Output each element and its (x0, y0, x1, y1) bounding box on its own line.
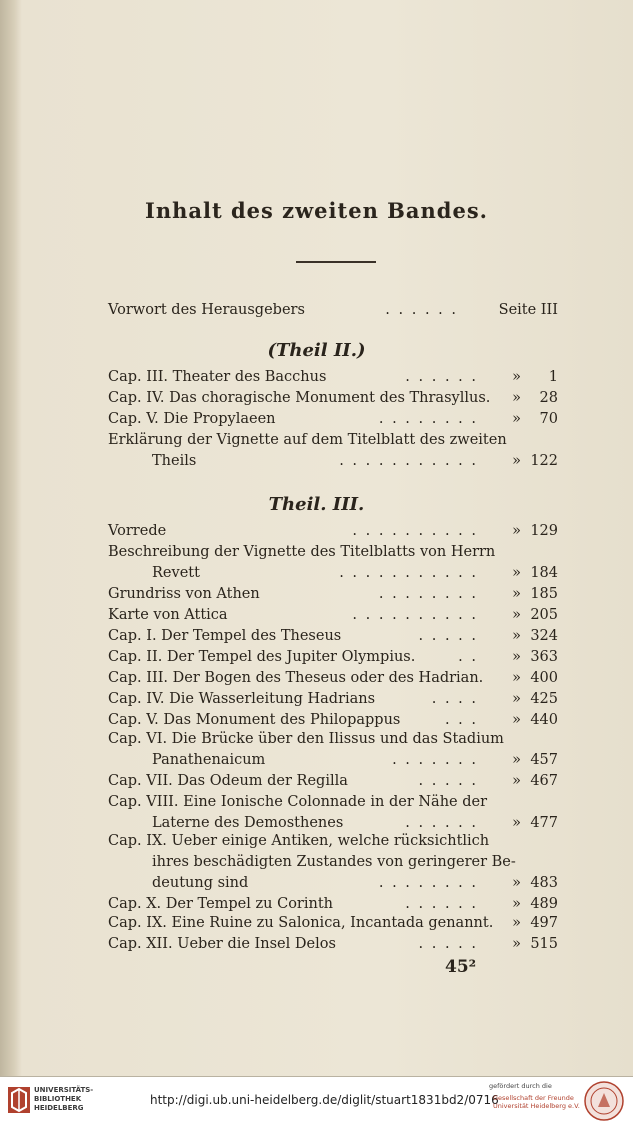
toc-label: Grundriss von Athen (108, 586, 260, 602)
title-rule (296, 261, 376, 263)
toc-ditto-mark: » (512, 691, 521, 707)
toc-page: 363 (530, 649, 558, 665)
page-spine-shadow (0, 0, 22, 1076)
toc-ditto-mark: » (512, 896, 521, 912)
toc-label: Cap. X. Der Tempel zu Corinth (108, 896, 333, 912)
toc-label: Theils (152, 453, 197, 469)
toc-entry (108, 667, 558, 689)
toc-ditto-mark: » (512, 936, 521, 952)
toc-entry (108, 688, 558, 710)
toc-label: Cap. IV. Die Wasserleitung Hadrians (108, 691, 376, 707)
toc-page: 515 (530, 936, 558, 952)
toc-ditto-mark: » (512, 815, 521, 831)
toc-dots: . . . . . . . . . . . (339, 453, 478, 469)
toc-ditto-mark: » (512, 712, 521, 728)
toc-entry (108, 912, 558, 934)
toc-dots: . . . . . (418, 773, 478, 789)
toc-page: 185 (530, 586, 558, 602)
toc-label: Cap. II. Der Tempel des Jupiter Olympius. (108, 649, 416, 665)
toc-ditto-mark: » (512, 453, 521, 469)
toc-page: 440 (530, 712, 558, 728)
toc-line: Cap. VI. Die Brücke über den Ilissus und das Stadium (108, 731, 504, 747)
university-seal-icon (584, 1081, 624, 1121)
toc-entry (108, 562, 558, 584)
toc-entry (108, 520, 558, 542)
toc-label: Cap. V. Die Propylaeen (108, 411, 276, 427)
toc-label: Panathenaicum (152, 752, 266, 768)
page-title: Inhalt des zweiten Bandes. (145, 198, 488, 223)
toc-entry (108, 387, 558, 409)
funder-name: Gesellschaft der Freunde Universität Heidelberg e.V. (493, 1094, 580, 1110)
toc-page: 457 (530, 752, 558, 768)
toc-entry (108, 583, 558, 605)
funded-by-label: gefördert durch die (489, 1082, 552, 1090)
toc-dots: . . . . . . . . . . (352, 523, 478, 539)
toc-page: 324 (530, 628, 558, 644)
toc-entry-preface (108, 299, 558, 321)
toc-ditto-mark: » (512, 752, 521, 768)
toc-ditto-mark: » (512, 607, 521, 623)
toc-entry (108, 872, 558, 894)
toc-ditto-mark: » (512, 875, 521, 891)
toc-dots: . . . . . . . . . . . (339, 565, 478, 581)
toc-page: 477 (530, 815, 558, 831)
toc-ditto-mark: » (512, 915, 521, 931)
toc-page: 497 (530, 915, 558, 931)
library-logo-icon (8, 1085, 30, 1115)
toc-dots: . . . . . . . . (378, 411, 478, 427)
toc-dots: . . . . (431, 691, 478, 707)
toc-label: Vorwort des Herausgebers (108, 302, 305, 318)
toc-label: Laterne des Demosthenes (152, 815, 344, 831)
toc-page: 70 (539, 411, 558, 427)
toc-label: Cap. VII. Das Odeum der Regilla (108, 773, 348, 789)
toc-label: Cap. III. Der Bogen des Theseus oder des Hadrian. (108, 670, 484, 686)
toc-line: Erklärung der Vignette auf dem Titelblatt des zweiten (108, 432, 507, 448)
toc-line: Beschreibung der Vignette des Titelblatts von Herrn (108, 544, 496, 560)
toc-entry (108, 625, 558, 647)
toc-page: 483 (530, 875, 558, 891)
toc-page: 467 (530, 773, 558, 789)
toc-label: Cap. I. Der Tempel des Theseus (108, 628, 342, 644)
toc-label: Cap. V. Das Monument des Philopappus (108, 712, 401, 728)
toc-dots: . . . . . . . (392, 752, 478, 768)
toc-dots: . . . . . . (405, 369, 478, 385)
toc-dots: . . . . . . . . (378, 875, 478, 891)
toc-label: Cap. III. Theater des Bacchus (108, 369, 327, 385)
toc-ditto-mark: » (512, 773, 521, 789)
toc-ditto-mark: » (512, 411, 521, 427)
toc-page: 400 (530, 670, 558, 686)
toc-ditto-mark: » (512, 523, 521, 539)
toc-page: 205 (530, 607, 558, 623)
toc-dots: . . . . . (418, 628, 478, 644)
toc-entry (108, 366, 558, 388)
toc-dots: . . . . . . . . . . (352, 607, 478, 623)
toc-label: Cap. XII. Ueber die Insel Delos (108, 936, 336, 952)
toc-page: Seite III (498, 302, 558, 318)
toc-label: Vorrede (108, 523, 167, 539)
toc-entry (108, 450, 558, 472)
toc-ditto-mark: » (512, 670, 521, 686)
toc-entry (108, 749, 558, 771)
signature-mark: 45² (445, 957, 477, 977)
section-heading-theil-3: Theil. III. (268, 494, 365, 515)
toc-ditto-mark: » (512, 390, 521, 406)
toc-line: Cap. IX. Ueber einige Antiken, welche rücksichtlich (108, 833, 490, 849)
toc-entry (108, 604, 558, 626)
toc-entry (108, 408, 558, 430)
toc-page: 122 (530, 453, 558, 469)
toc-dots: . . . (444, 712, 478, 728)
viewer-footer (0, 1076, 633, 1124)
toc-page: 129 (530, 523, 558, 539)
toc-page: 184 (530, 565, 558, 581)
toc-ditto-mark: » (512, 628, 521, 644)
toc-entry (108, 770, 558, 792)
section-heading-theil-2: (Theil II.) (267, 340, 366, 361)
toc-label: Cap. IX. Eine Ruine zu Salonica, Incantada genannt. (108, 915, 494, 931)
toc-dots: . . . . . (418, 936, 478, 952)
toc-ditto-mark: » (512, 649, 521, 665)
toc-page: 489 (530, 896, 558, 912)
toc-line: Cap. VIII. Eine Ionische Colonnade in der Nähe der (108, 794, 488, 810)
toc-page: 1 (548, 369, 558, 385)
toc-label: Karte von Attica (108, 607, 228, 623)
toc-label: deutung sind (152, 875, 249, 891)
toc-ditto-mark: » (512, 369, 521, 385)
toc-ditto-mark: » (512, 586, 521, 602)
toc-entry (108, 646, 558, 668)
toc-line: ihres beschädigten Zustandes von geringerer Be- (152, 854, 516, 870)
library-name: UNIVERSITÄTS- BIBLIOTHEK HEIDELBERG (34, 1086, 94, 1112)
toc-label: Cap. IV. Das choragische Monument des Thrasyllus. (108, 390, 491, 406)
toc-label: Revett (152, 565, 200, 581)
toc-entry (108, 933, 558, 955)
toc-dots: . . . . . . (405, 896, 478, 912)
toc-dots: . . (458, 649, 478, 665)
toc-dots: . . . . . . . . (378, 586, 478, 602)
toc-ditto-mark: » (512, 565, 521, 581)
permalink-url[interactable]: http://digi.ub.uni-heidelberg.de/diglit/stuart1831bd2/0716 (150, 1093, 499, 1107)
toc-page: 28 (539, 390, 558, 406)
toc-dots: . . . . . . (385, 302, 458, 318)
toc-dots: . . . . . . (405, 815, 478, 831)
toc-page: 425 (530, 691, 558, 707)
